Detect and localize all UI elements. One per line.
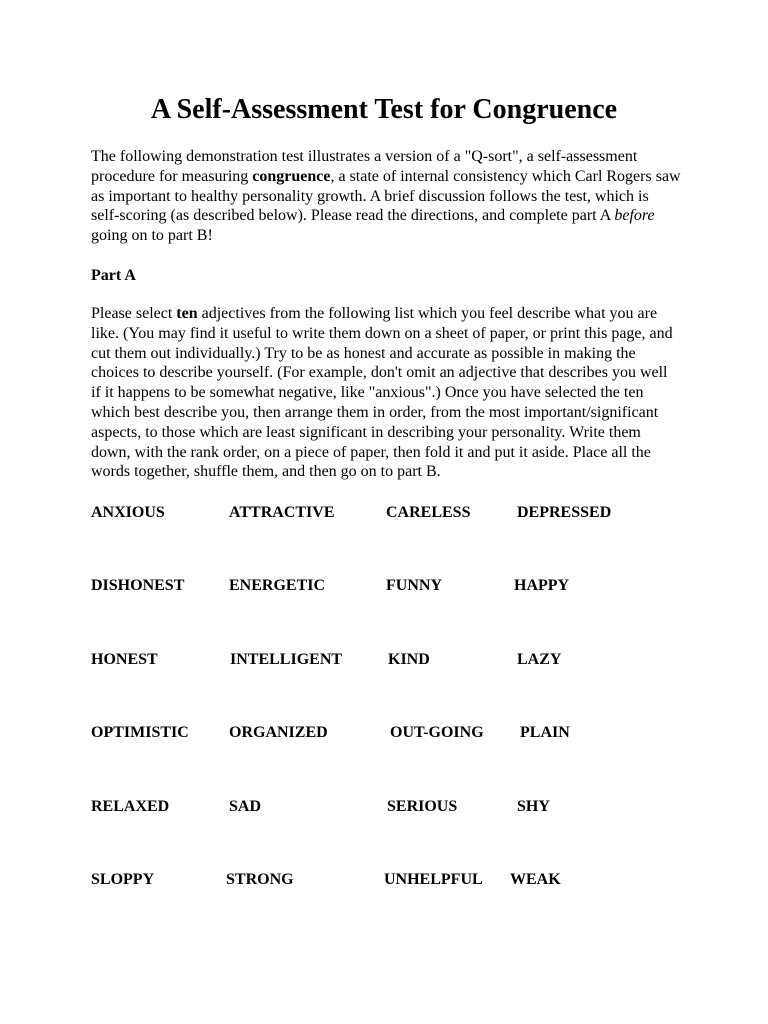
adjective-word: UNHELPFUL bbox=[384, 871, 483, 888]
adjective-word: ANXIOUS bbox=[91, 504, 165, 521]
intro-text-1: The following demonstration test illustrates a version of a "Q-sort", a self-assessment procedure for measuring bbox=[91, 148, 638, 185]
adjective-word: SERIOUS bbox=[387, 798, 458, 815]
directions-text-1: Please select bbox=[91, 305, 177, 322]
adjective-word: LAZY bbox=[517, 651, 562, 668]
adjective-word: STRONG bbox=[226, 871, 294, 888]
adjective-word: OPTIMISTIC bbox=[91, 724, 189, 741]
directions-bold-ten: ten bbox=[176, 305, 198, 322]
adjective-word: RELAXED bbox=[91, 798, 170, 815]
adjective-word: KIND bbox=[388, 651, 430, 668]
adjective-word: SLOPPY bbox=[91, 871, 155, 888]
part-a-directions bbox=[91, 304, 681, 482]
adjective-word: CARELESS bbox=[386, 504, 471, 521]
adjective-word: PLAIN bbox=[520, 724, 570, 741]
adjective-word: SHY bbox=[517, 798, 550, 815]
adjective-word: WEAK bbox=[510, 871, 561, 888]
adjective-word: INTELLIGENT bbox=[230, 651, 343, 668]
adjective-word: DEPRESSED bbox=[517, 504, 612, 521]
adjective-word: DISHONEST bbox=[91, 577, 185, 594]
part-a-heading: Part A bbox=[91, 267, 136, 284]
adjective-word: FUNNY bbox=[386, 577, 442, 594]
adjective-word: HONEST bbox=[91, 651, 158, 668]
adjective-word: HAPPY bbox=[514, 577, 570, 594]
intro-text-3: going on to part B! bbox=[91, 227, 213, 245]
adjective-word: ORGANIZED bbox=[229, 724, 328, 741]
intro-bold-term: congruence bbox=[252, 167, 331, 185]
directions-text-2: adjectives from the following list which you feel describe what you are like. (You may find it useful to write them down on a sheet of paper, or print this page, and cut them out individually.) Try to be as honest and accurate as possible in making the choices to describe yourself. (For example, don't omit an adjective that describes you well if it happens to be somewhat negative, like "anxious".) Once you have selected the ten which best describe you, then arrange them in order, from the most important/significant aspects, to those which are least significant in describing your personality. Write them down, with the rank order, on a piece of paper, then fold it and put it aside. Place all the words together, shuffle them, and then go on to part B. bbox=[91, 305, 673, 481]
intro-paragraph bbox=[91, 147, 681, 246]
adjective-word: OUT-GOING bbox=[390, 724, 484, 741]
intro-italic-term: before bbox=[614, 207, 655, 225]
page-title: A Self-Assessment Test for Congruence bbox=[150, 94, 618, 125]
adjective-word: SAD bbox=[229, 798, 262, 815]
intro-text-2: , a state of internal consistency which Carl Rogers saw as important to healthy personality growth. A brief discussion follows the test, which is self-scoring (as described below). Please read the directions, and complete part A bbox=[91, 167, 681, 225]
adjective-word: ENERGETIC bbox=[229, 577, 326, 594]
adjective-word: ATTRACTIVE bbox=[229, 504, 335, 521]
